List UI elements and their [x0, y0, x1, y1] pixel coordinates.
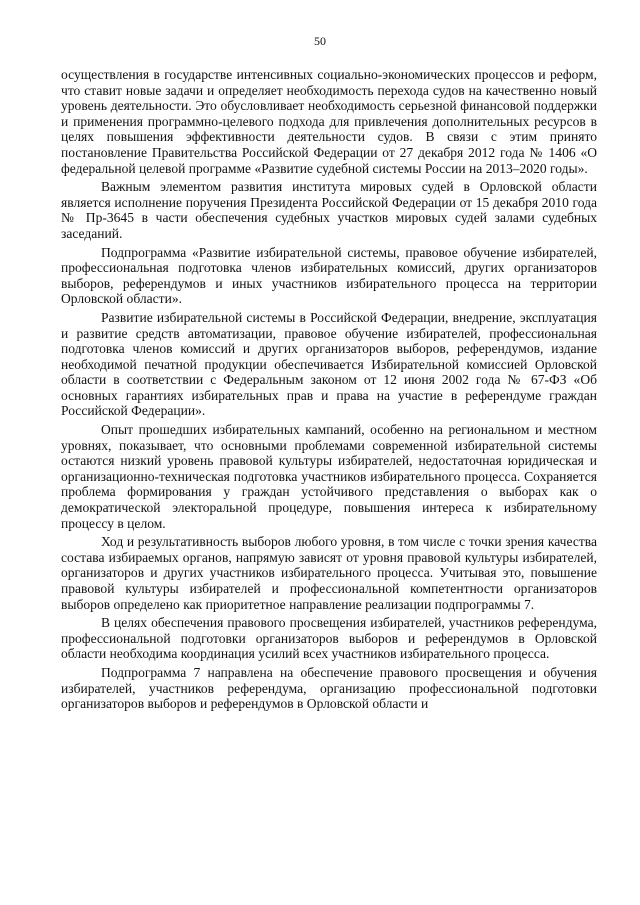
- paragraph-magistrate-courts: Важным элементом развития института мировых судей в Орловской области является исполнение поручения Президента Российской Федерации от 15 декабря 2010 года № Пр-3645 в части обеспечения судебных участков мировых судей залами судебных заседаний.: [61, 179, 597, 241]
- paragraph-coordination: В целях обеспечения правового просвещения избирателей, участников референдума, профессиональной подготовки организаторов выборов и референдумов в Орловской области необходима координация усилий всех участников избирательного процесса.: [61, 615, 597, 662]
- paragraph-subprogram-7: Подпрограмма 7 направлена на обеспечение правового просвещения и обучения избирателей, участников референдума, организацию профессиональной подготовки организаторов выборов и референдумов в Орловской области и: [61, 664, 597, 712]
- paragraph-election-results: Ход и результативность выборов любого уровня, в том числе с точки зрения качества состава избираемых органов, напрямую зависят от уровня правовой культуры избирателей, организаторов и других участников избирательного процесса. Учитывая это, повышение правовой культуры избирателей и профессиональной компетентности организаторов выборов определено как приоритетное направление реализации подпрограммы 7.: [61, 534, 597, 612]
- paragraph-electoral-system-development: Развитие избирательной системы в Российской Федерации, внедрение, эксплуатация и развитие средств автоматизации, правовое обучение избирателей, профессиональная подготовка членов комиссий и других организаторов выборов, референдумов, издание необходимой печатной продукции обеспечивается Избирательной комиссией Орловской области в соответствии с Федеральным законом от 12 июня 2002 года № 67-ФЗ «Об основных гарантиях избирательных прав и права на участие в референдуме граждан Российской Федерации».: [61, 309, 597, 419]
- paragraph-continuation: осуществления в государстве интенсивных социально-экономических процессов и реформ, что ставит новые задачи и определяет необходимость перехода судов на качественно новый уровень деятельности. Это обусловливает необходимость серьезной финансовой поддержки и применения программно-целевого подхода для привлечения дополнительных ресурсов в целях повышения эффективности деятельности судов. В связи с этим принято постановление Правительства Российской Федерации от 27 декабря 2012 года № 1406 «О федеральной целевой программе «Развитие судебной системы России на 2013–2020 годы».: [61, 67, 597, 176]
- paragraph-subprogram-title: Подпрограмма «Развитие избирательной системы, правовое обучение избирателей, профессиональная подготовка членов избирательных комиссий, других организаторов выборов, референдумов и иных участников избирательного процесса на территории Орловской области».: [61, 244, 597, 307]
- paragraph-campaign-experience: Опыт прошедших избирательных кампаний, особенно на региональном и местном уровнях, показывает, что основными проблемами современной избирательной системы остаются низкий уровень правовой культуры избирателей, недостаточная юридическая и организационно-техническая подготовка участников избирательного процесса. Сохраняется проблема формирования у граждан устойчивого представления о выборах как о демократической электоральной процедуре, повышения интереса к избирательному процессу в целом.: [61, 422, 597, 531]
- document-body: [61, 67, 597, 712]
- page-number: 50: [314, 34, 326, 48]
